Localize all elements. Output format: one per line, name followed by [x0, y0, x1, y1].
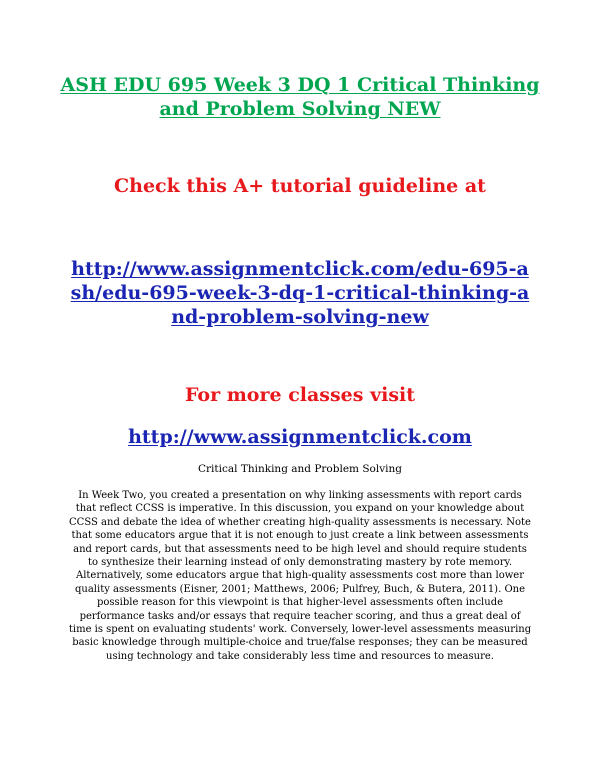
site-link[interactable]: http://www.assignmentclick.com [128, 426, 472, 448]
tutorial-link[interactable]: http://www.assignmentclick.com/edu-695-ash/edu-695-week-3-dq-1-critical-thinking-and-problem-solving-new [70, 258, 530, 328]
document-title[interactable]: ASH EDU 695 Week 3 DQ 1 Critical Thinking and Problem Solving NEW [60, 74, 540, 120]
more-classes-text: For more classes visit [184, 384, 416, 406]
section-heading: Critical Thinking and Problem Solving [198, 463, 402, 475]
check-tutorial-text: Check this A+ tutorial guideline at [114, 175, 486, 197]
body-paragraph: In Week Two, you created a presentation on why linking assessments with report cards that reflect CCSS is imperative. In this discussion, you expand on your knowledge about CCSS and debate the idea of whether creating high-quality assessments is necessary. Note that some educators argue that it is not enough to just create a link between assessments and report cards, but that assessments need to be high level and should require students to synthesize their learning instead of only demonstrating mastery by rote memory. Alternatively, some educators argue that high-quality assessments cost more than lower quality assessments (Eisner, 2001; Matthews, 2006; Pulfrey, Buch, & Butera, 2011). One possible reason for this viewpoint is that higher-level assessments often include performance tasks and/or essays that require teacher scoring, and thus a great deal of time is spent on evaluating students' work. Conversely, lower-level assessments measuring basic knowledge through multiple-choice and true/false responses; they can be measured using technology and take considerably less time and resources to measure. [68, 490, 532, 662]
